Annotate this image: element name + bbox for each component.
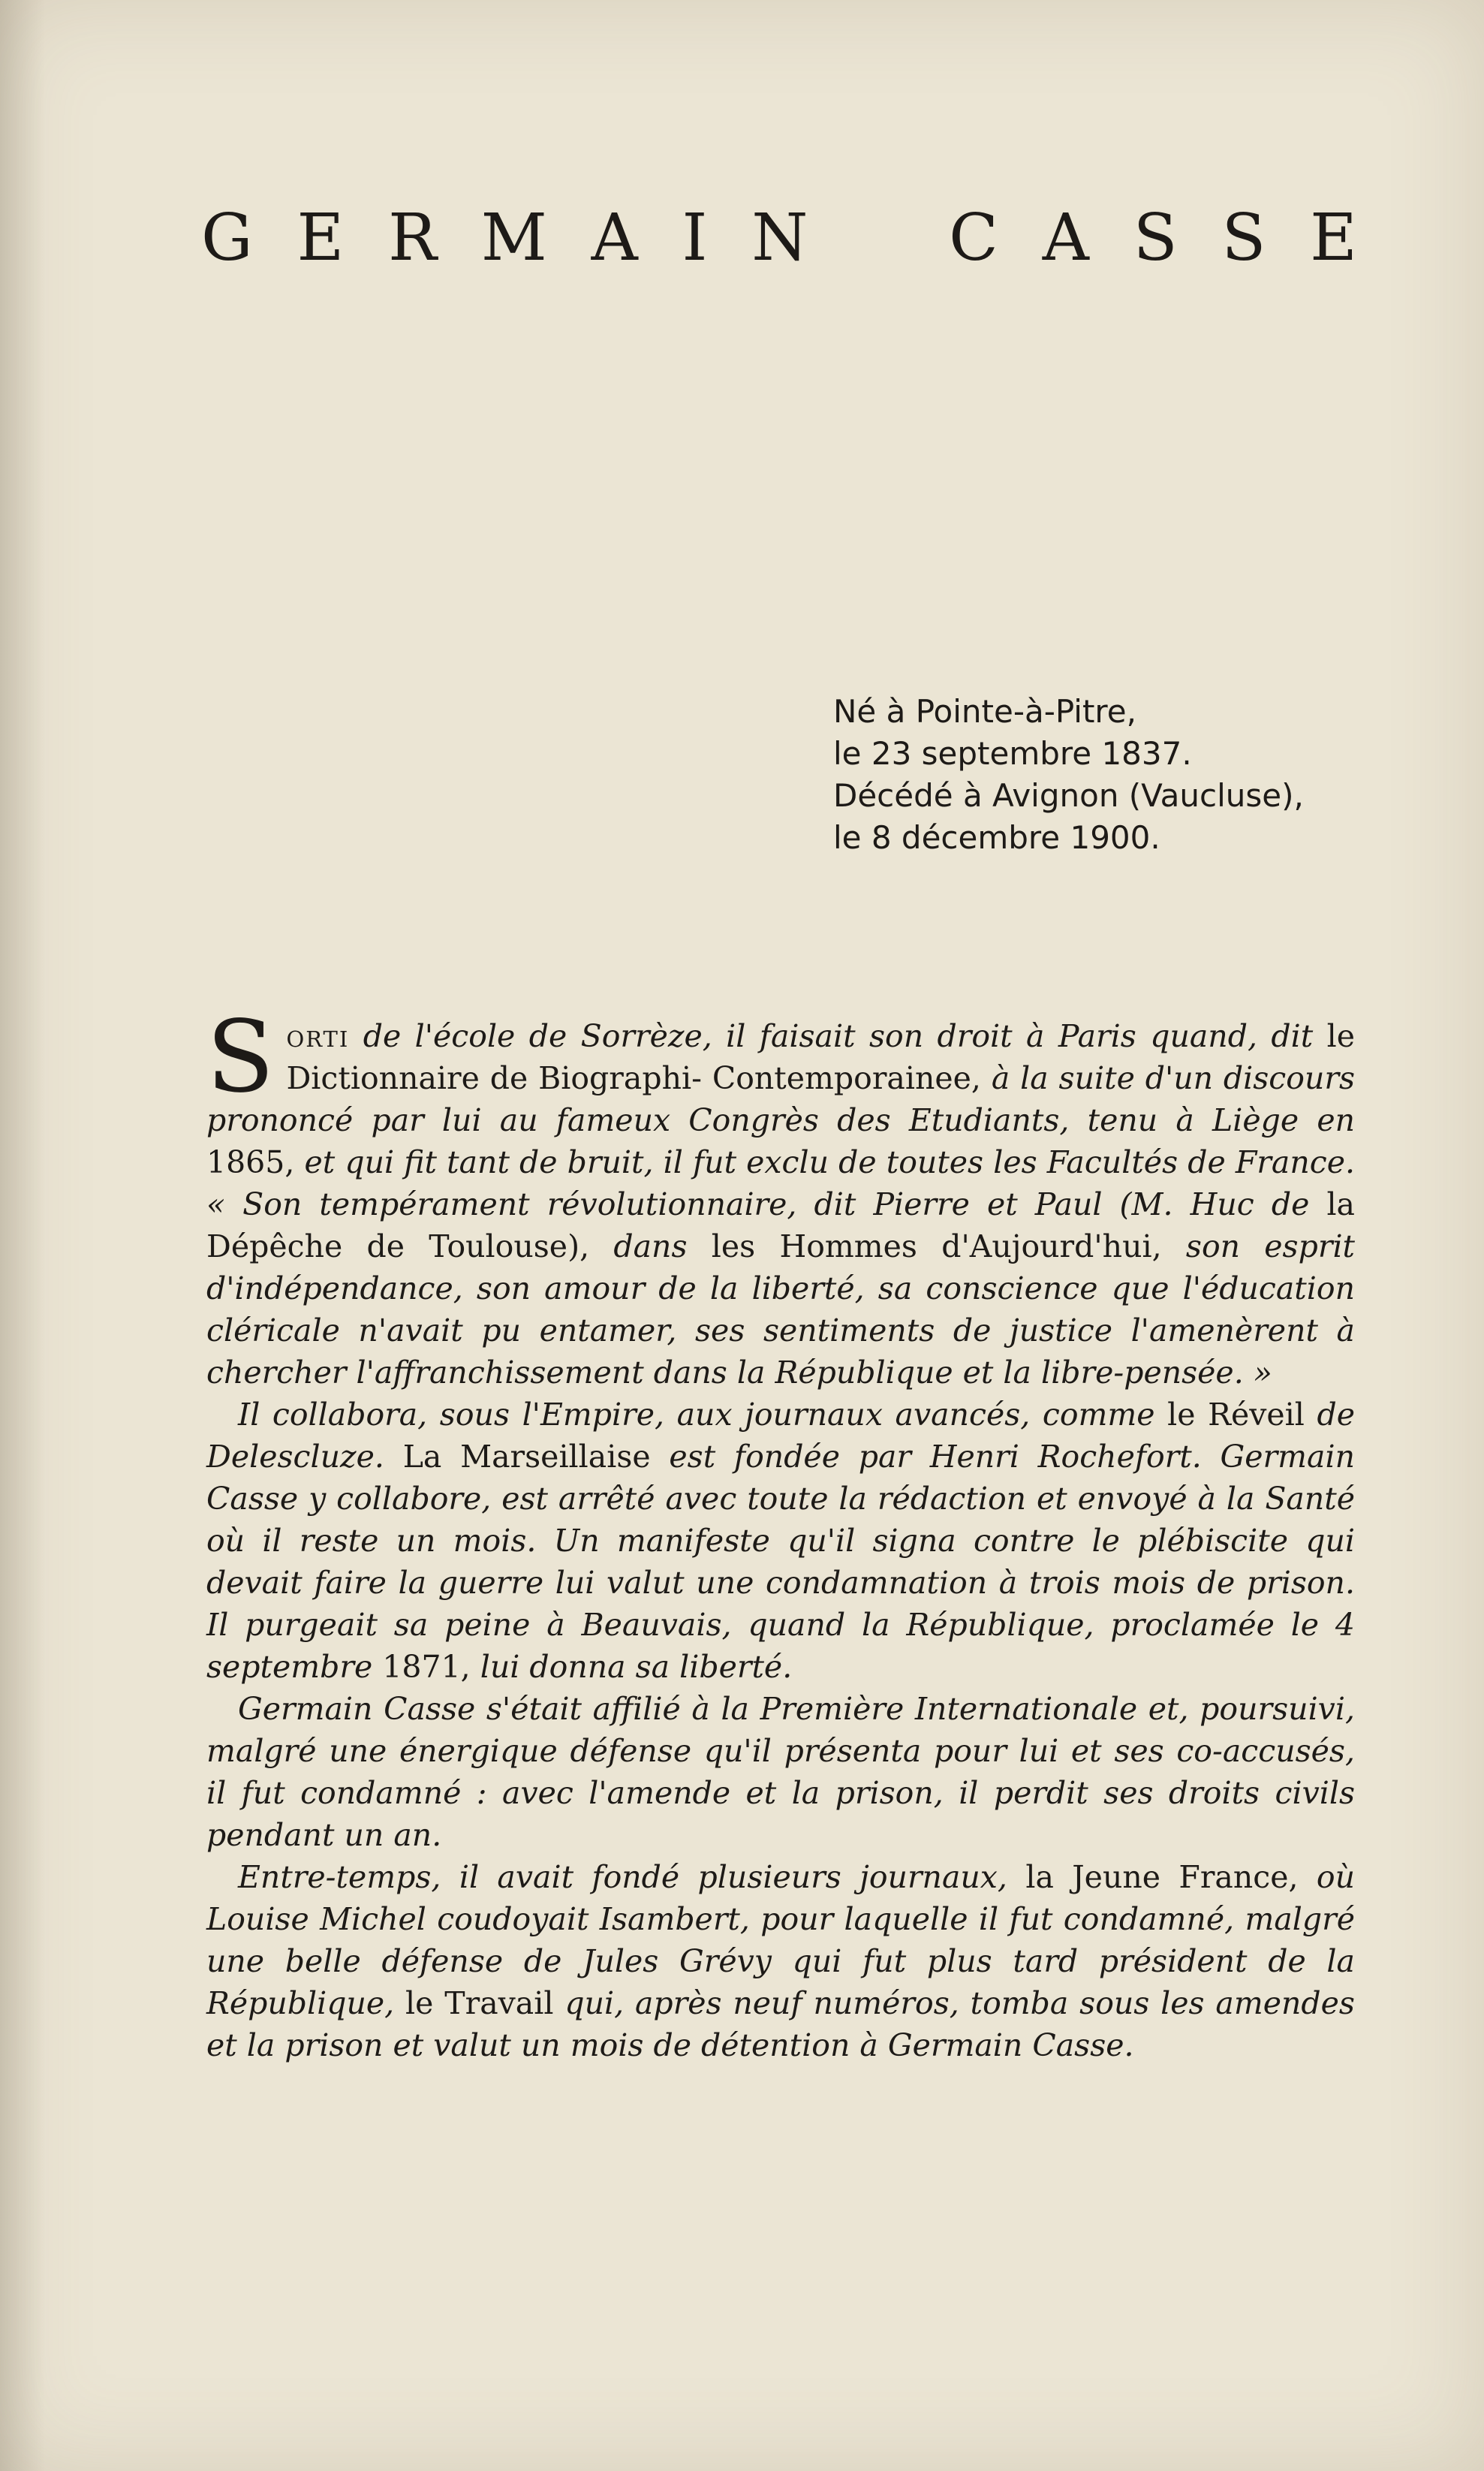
birth-date-line: le 23 septembre 1837.: [833, 735, 1192, 772]
paragraph-1: Sorti de l'école de Sorrèze, il faisait son droit à Paris quand, dit le Dictionnaire de Biographi- Contemporainee, à la suite d'un discours prononcé par lui au fameux Congrès des Etudiants, tenu à Liège en 1865, et qui fit tant de bruit, il fut exclu de toutes les Facultés de France. « Son tempérament révolutionnaire, dit Pierre et Paul (M. Huc de la Dépêche de Toulouse), dans les Hommes d'Aujourd'hui, son esprit d'indépendance, son amour de la liberté, sa conscience que l'éducation cléricale n'avait pu entamer, ses sentiments de justice l'amenèrent à chercher l'affranchissement dans la République et la libre-pensée. »: [206, 999, 1356, 1391]
paragraph-4: Entre-temps, il avait fondé plusieurs journaux, la Jeune France, où Louise Michel coudoyait Isambert, pour laquelle il fut condamné, malgré une belle défense de Jules Grévy qui fut plus tard président de la République, le Travail qui, après neuf numéros, tomba sous les amendes et la prison et valut un mois de détention à Germain Casse.: [206, 1859, 1355, 2063]
title-letter: S: [1133, 200, 1178, 276]
biography-text: [206, 999, 1356, 2066]
title-letter: I: [682, 200, 708, 276]
paragraph-2: Il collabora, sous l'Empire, aux journaux avancés, comme le Réveil de Delescluze. La Marseillaise est fondée par Henri Rochefort. Germain Casse y collabore, est arrêté avec toute la rédaction et envoyé à la Santé où il reste un mois. Un manifeste qu'il signa contre le plébiscite qui devait faire la guerre lui valut une condamnation à trois mois de prison. Il purgeait sa peine à Beauvais, quand la République, proclamée le 4 septembre 1871, lui donna sa liberté.: [206, 1397, 1356, 1685]
title-letter: M: [480, 200, 547, 276]
title-letter: S: [1221, 200, 1266, 276]
birth-death-block: [833, 691, 1404, 859]
title-letter: N: [751, 200, 808, 276]
title-letter: E: [1310, 200, 1357, 276]
title-letter: C: [949, 200, 998, 276]
page-fold-shadow: [0, 0, 45, 2471]
drop-cap: S: [206, 999, 275, 1115]
birth-place-line: Né à Pointe-à-Pitre,: [833, 693, 1136, 730]
title-letter: E: [296, 200, 345, 276]
death-place-line: Décédé à Avignon (Vaucluse),: [833, 777, 1304, 814]
title-letter: A: [591, 200, 638, 276]
title-letter: G: [201, 200, 253, 276]
paragraph-3: Germain Casse s'était affilié à la Première Internationale et, poursuivi, malgré une énergique défense qu'il présenta pour lui et ses co-accusés, il fut condamné : avec l'amende et la prison, il perdit ses droits civils pendant un an.: [206, 1691, 1355, 1853]
title-letter: R: [388, 200, 437, 276]
page-title: [201, 197, 1357, 279]
death-date-line: le 8 décembre 1900.: [833, 819, 1160, 856]
title-letter: A: [1042, 200, 1089, 276]
